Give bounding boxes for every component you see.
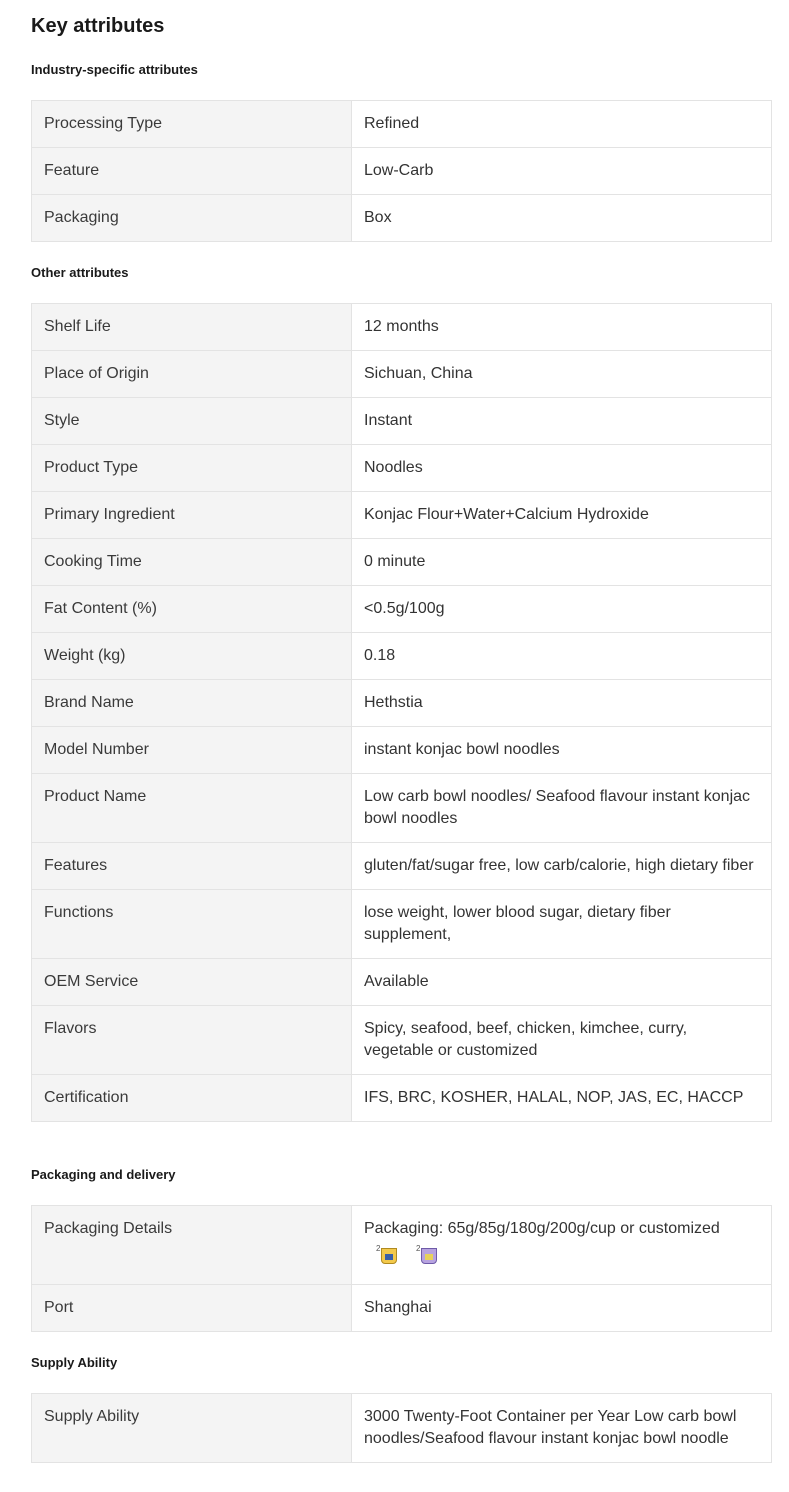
- table-row: [32, 195, 772, 242]
- attr-key: Processing Type: [32, 101, 352, 148]
- thumbnail-superscript: 2: [416, 1244, 421, 1253]
- attr-key: Fat Content (%): [32, 586, 352, 633]
- attr-value: Box: [352, 195, 772, 242]
- page-title: Key attributes: [31, 15, 165, 37]
- attr-key: Packaging: [32, 195, 352, 242]
- packaging-image-thumbnail[interactable]: [376, 1242, 404, 1270]
- attr-value: Shanghai: [352, 1285, 772, 1332]
- attr-value: Hethstia: [352, 680, 772, 727]
- other-attributes-table: [31, 303, 772, 1122]
- table-row: [32, 398, 772, 445]
- industry-attributes-table: [31, 100, 772, 242]
- attr-key: Model Number: [32, 727, 352, 774]
- attr-key: Brand Name: [32, 680, 352, 727]
- thumbnail-superscript: 2: [376, 1244, 381, 1253]
- attr-value: Konjac Flour+Water+Calcium Hydroxide: [352, 492, 772, 539]
- attr-value: Packaging: 65g/85g/180g/200g/cup or customized: [364, 1220, 720, 1237]
- attr-key: Port: [32, 1285, 352, 1332]
- table-row: [32, 1206, 772, 1285]
- table-row: [32, 727, 772, 774]
- attr-value: 3000 Twenty-Foot Container per Year Low carb bowl noodles/Seafood flavour instant konjac bowl noodle: [352, 1394, 772, 1463]
- attr-key: Feature: [32, 148, 352, 195]
- table-row: [32, 492, 772, 539]
- attr-key: Supply Ability: [32, 1394, 352, 1463]
- attr-key: Primary Ingredient: [32, 492, 352, 539]
- packaging-image-thumbnail[interactable]: [416, 1242, 444, 1270]
- packaging-thumbnails: [364, 1242, 759, 1270]
- table-row: [32, 1006, 772, 1075]
- attr-key: OEM Service: [32, 959, 352, 1006]
- attr-value: Low carb bowl noodles/ Seafood flavour instant konjac bowl noodles: [352, 774, 772, 843]
- table-row: [32, 843, 772, 890]
- table-row: [32, 148, 772, 195]
- attr-value: Sichuan, China: [352, 351, 772, 398]
- attr-key: Product Name: [32, 774, 352, 843]
- attr-value: instant konjac bowl noodles: [352, 727, 772, 774]
- attr-key: Product Type: [32, 445, 352, 492]
- table-row: [32, 959, 772, 1006]
- attr-key: Functions: [32, 890, 352, 959]
- section-title-supply: Supply Ability: [31, 1355, 118, 1370]
- table-row: [32, 890, 772, 959]
- noodle-cup-icon: [381, 1248, 397, 1264]
- attr-key: Weight (kg): [32, 633, 352, 680]
- attr-value-cell: [352, 1206, 772, 1285]
- attr-key: Cooking Time: [32, 539, 352, 586]
- attr-key: Style: [32, 398, 352, 445]
- attr-key: Shelf Life: [32, 304, 352, 351]
- attr-key: Place of Origin: [32, 351, 352, 398]
- section-title-industry: Industry-specific attributes: [31, 62, 198, 77]
- attr-value: 0.18: [352, 633, 772, 680]
- attr-value: 0 minute: [352, 539, 772, 586]
- attr-value: Spicy, seafood, beef, chicken, kimchee, curry, vegetable or customized: [352, 1006, 772, 1075]
- attr-key: Packaging Details: [32, 1206, 352, 1285]
- table-row: [32, 351, 772, 398]
- section-title-other: Other attributes: [31, 265, 129, 280]
- packaging-attributes-table: [31, 1205, 772, 1332]
- table-row: [32, 680, 772, 727]
- attr-value: <0.5g/100g: [352, 586, 772, 633]
- table-row: [32, 1285, 772, 1332]
- attr-value: Low-Carb: [352, 148, 772, 195]
- attr-value: Noodles: [352, 445, 772, 492]
- attr-value: Instant: [352, 398, 772, 445]
- supply-attributes-table: [31, 1393, 772, 1463]
- table-row: [32, 101, 772, 148]
- attr-value: lose weight, lower blood sugar, dietary fiber supplement,: [352, 890, 772, 959]
- table-row: [32, 304, 772, 351]
- attr-value: Refined: [352, 101, 772, 148]
- table-row: [32, 586, 772, 633]
- table-row: [32, 1394, 772, 1463]
- attr-key: Flavors: [32, 1006, 352, 1075]
- table-row: [32, 539, 772, 586]
- table-row: [32, 633, 772, 680]
- table-row: [32, 1075, 772, 1122]
- section-title-packaging: Packaging and delivery: [31, 1167, 176, 1182]
- table-row: [32, 774, 772, 843]
- attr-value: 12 months: [352, 304, 772, 351]
- table-row: [32, 445, 772, 492]
- attr-key: Features: [32, 843, 352, 890]
- attr-value: IFS, BRC, KOSHER, HALAL, NOP, JAS, EC, HACCP: [352, 1075, 772, 1122]
- attr-value: Available: [352, 959, 772, 1006]
- noodle-cup-icon: [421, 1248, 437, 1264]
- attr-key: Certification: [32, 1075, 352, 1122]
- attr-value: gluten/fat/sugar free, low carb/calorie, high dietary fiber: [352, 843, 772, 890]
